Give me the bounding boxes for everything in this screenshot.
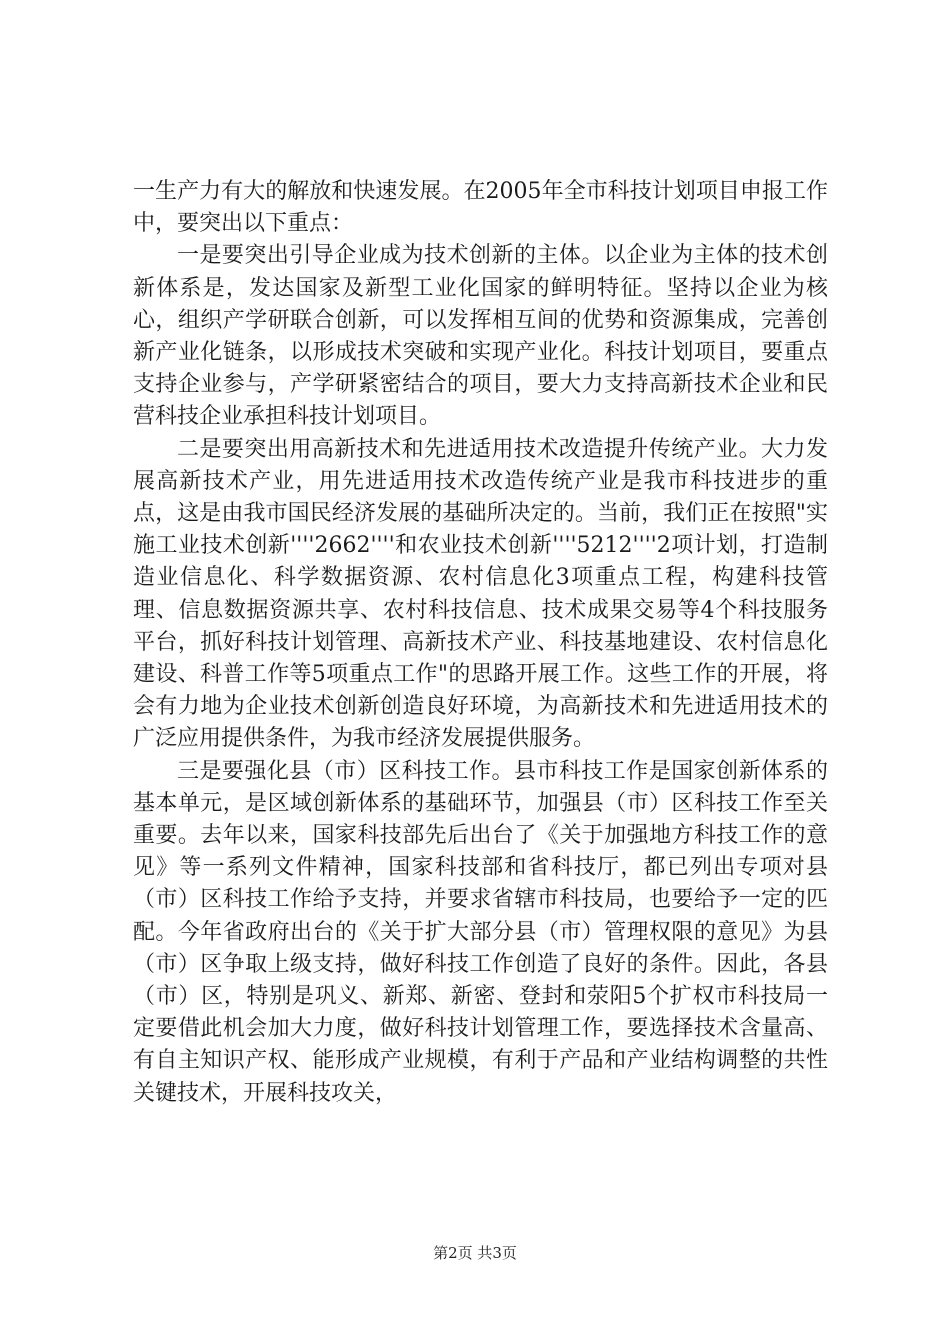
paragraph-point-one: 一是要突出引导企业成为技术创新的主体。以企业为主体的技术创新体系是，发达国家及新型工业化国家的鲜明特征。坚持以企业为核心，组织产学研联合创新，可以发挥相互间的优势和资源集成，完善创新产业化链条，以形成技术突破和实现产业化。科技计划项目，要重点支持企业参与，产学研紧密结合的项目，要大力支持高新技术企业和民营科技企业承担科技计划项目。 bbox=[133, 243, 828, 430]
paragraph-point-two: 二是要突出用高新技术和先进适用技术改造提升传统产业。大力发展高新技术产业，用先进适用技术改造传统产业是我市科技进步的重点，这是由我市国民经济发展的基础所决定的。当前，我们正在按照"实施工业技术创新''''2662''''和农业技术创新''''5212''''2项计划，打造制造业信息化、科学数据资源、农村信息化3项重点工程，构建科技管理、信息数据资源共享、农村科技信息、技术成果交易等4个科技服务平台，抓好科技计划管理、高新技术产业、科技基地建设、农村信息化建设、科普工作等5项重点工作"的思路开展工作。这些工作的开展，将会有力地为企业技术创新创造良好环境，为高新技术和先进适用技术的广泛应用提供条件，为我市经济发展提供服务。 bbox=[133, 436, 828, 752]
paragraph-continuation: 一生产力有大的解放和快速发展。在2005年全市科技计划项目申报工作中，要突出以下重点： bbox=[133, 179, 828, 237]
document-body bbox=[133, 176, 828, 1110]
paragraph-point-three: 三是要强化县（市）区科技工作。县市科技工作是国家创新体系的基本单元，是区域创新体系的基础环节，加强县（市）区科技工作至关重要。去年以来，国家科技部先后出台了《关于加强地方科技工作的意见》等一系列文件精神，国家科技部和省科技厅，都已列出专项对县（市）区科技工作给予支持，并要求省辖市科技局，也要给予一定的匹配。今年省政府出台的《关于扩大部分县（市）管理权限的意见》为县（市）区争取上级支持，做好科技工作创造了良好的条件。因此，各县（市）区，特别是巩义、新郑、新密、登封和荥阳5个扩权市科技局一定要借此机会加大力度，做好科技计划管理工作，要选择技术含量高、有自主知识产权、能形成产业规模，有利于产品和产业结构调整的共性关键技术，开展科技攻关， bbox=[133, 758, 828, 1106]
page-footer: 第2页 共3页 bbox=[433, 1244, 517, 1262]
